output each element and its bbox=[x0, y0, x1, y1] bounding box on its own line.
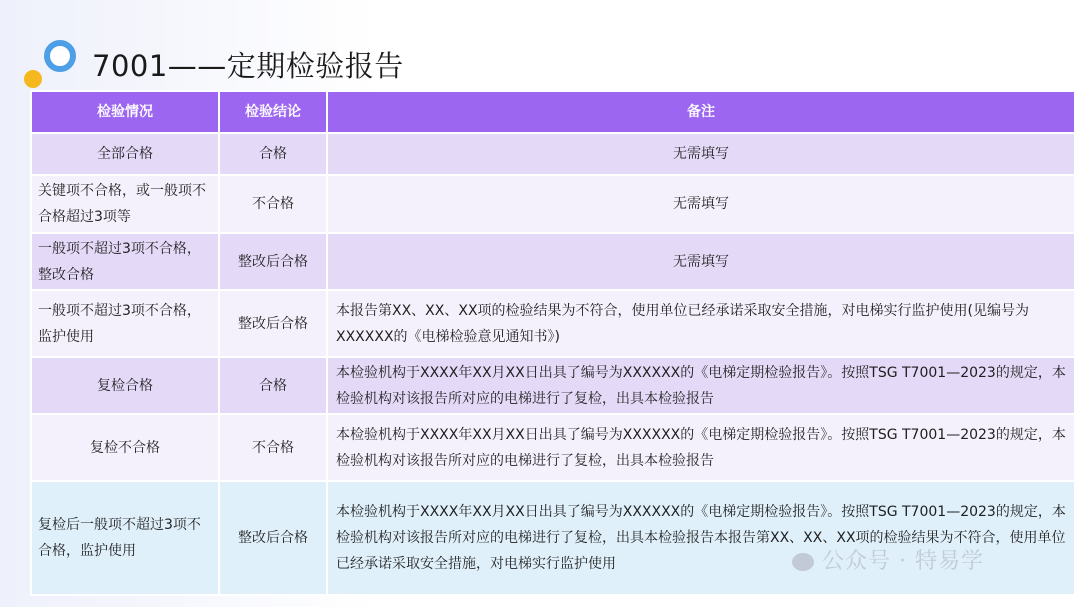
table-row bbox=[31, 233, 1075, 290]
cell-status: 一般项不超过3项不合格，监护使用 bbox=[31, 290, 219, 357]
circle-logo-icon bbox=[44, 40, 76, 72]
cell-status: 一般项不超过3项不合格，整改合格 bbox=[31, 233, 219, 290]
cell-status: 全部合格 bbox=[31, 133, 219, 175]
dot-logo-icon bbox=[24, 70, 42, 88]
cell-conclusion: 整改后合格 bbox=[219, 481, 327, 595]
cell-remark: 无需填写 bbox=[327, 233, 1075, 290]
cell-status: 关键项不合格，或一般项不合格超过3项等 bbox=[31, 175, 219, 233]
cell-conclusion: 不合格 bbox=[219, 175, 327, 233]
page-title: 7001——定期检验报告 bbox=[92, 49, 404, 83]
cell-remark: 本检验机构于XXXX年XX月XX日出具了编号为XXXXXX的《电梯定期检验报告》。按照TSG T7001—2023的规定，本检验机构对该报告所对应的电梯进行了复检，出具本检验报告 bbox=[327, 414, 1075, 481]
table-row bbox=[31, 175, 1075, 233]
header-inspection-status: 检验情况 bbox=[31, 91, 219, 133]
table-row bbox=[31, 357, 1075, 414]
watermark bbox=[792, 544, 984, 575]
cell-remark: 本检验机构于XXXX年XX月XX日出具了编号为XXXXXX的《电梯定期检验报告》。按照TSG T7001—2023的规定，本检验机构对该报告所对应的电梯进行了复检，出具本检验报告本报告第XX、XX、XX项的检验结果为不符合，使用单位已经承诺采取安全措施，对电梯实行监护使用 bbox=[327, 481, 1075, 595]
header-conclusion: 检验结论 bbox=[219, 91, 327, 133]
table-row bbox=[31, 481, 1075, 595]
cell-remark: 无需填写 bbox=[327, 175, 1075, 233]
cell-status: 复检合格 bbox=[31, 357, 219, 414]
cell-conclusion: 合格 bbox=[219, 133, 327, 175]
inspection-conclusion-table bbox=[30, 90, 1076, 596]
watermark-text: 公众号 · 特易学 bbox=[822, 549, 984, 574]
table-row bbox=[31, 414, 1075, 481]
cell-status: 复检不合格 bbox=[31, 414, 219, 481]
wechat-icon bbox=[792, 553, 814, 571]
cell-conclusion: 合格 bbox=[219, 357, 327, 414]
table-row bbox=[31, 290, 1075, 357]
table-header-row bbox=[31, 91, 1075, 133]
cell-remark: 无需填写 bbox=[327, 133, 1075, 175]
cell-conclusion: 不合格 bbox=[219, 414, 327, 481]
cell-status: 复检后一般项不超过3项不合格，监护使用 bbox=[31, 481, 219, 595]
cell-remark: 本报告第XX、XX、XX项的检验结果为不符合，使用单位已经承诺采取安全措施，对电梯实行监护使用(见编号为XXXXXX的《电梯检验意见通知书》) bbox=[327, 290, 1075, 357]
cell-remark: 本检验机构于XXXX年XX月XX日出具了编号为XXXXXX的《电梯定期检验报告》。按照TSG T7001—2023的规定，本检验机构对该报告所对应的电梯进行了复检，出具本检验报告 bbox=[327, 357, 1075, 414]
cell-conclusion: 整改后合格 bbox=[219, 233, 327, 290]
header-remarks: 备注 bbox=[327, 91, 1075, 133]
cell-conclusion: 整改后合格 bbox=[219, 290, 327, 357]
table-row bbox=[31, 133, 1075, 175]
